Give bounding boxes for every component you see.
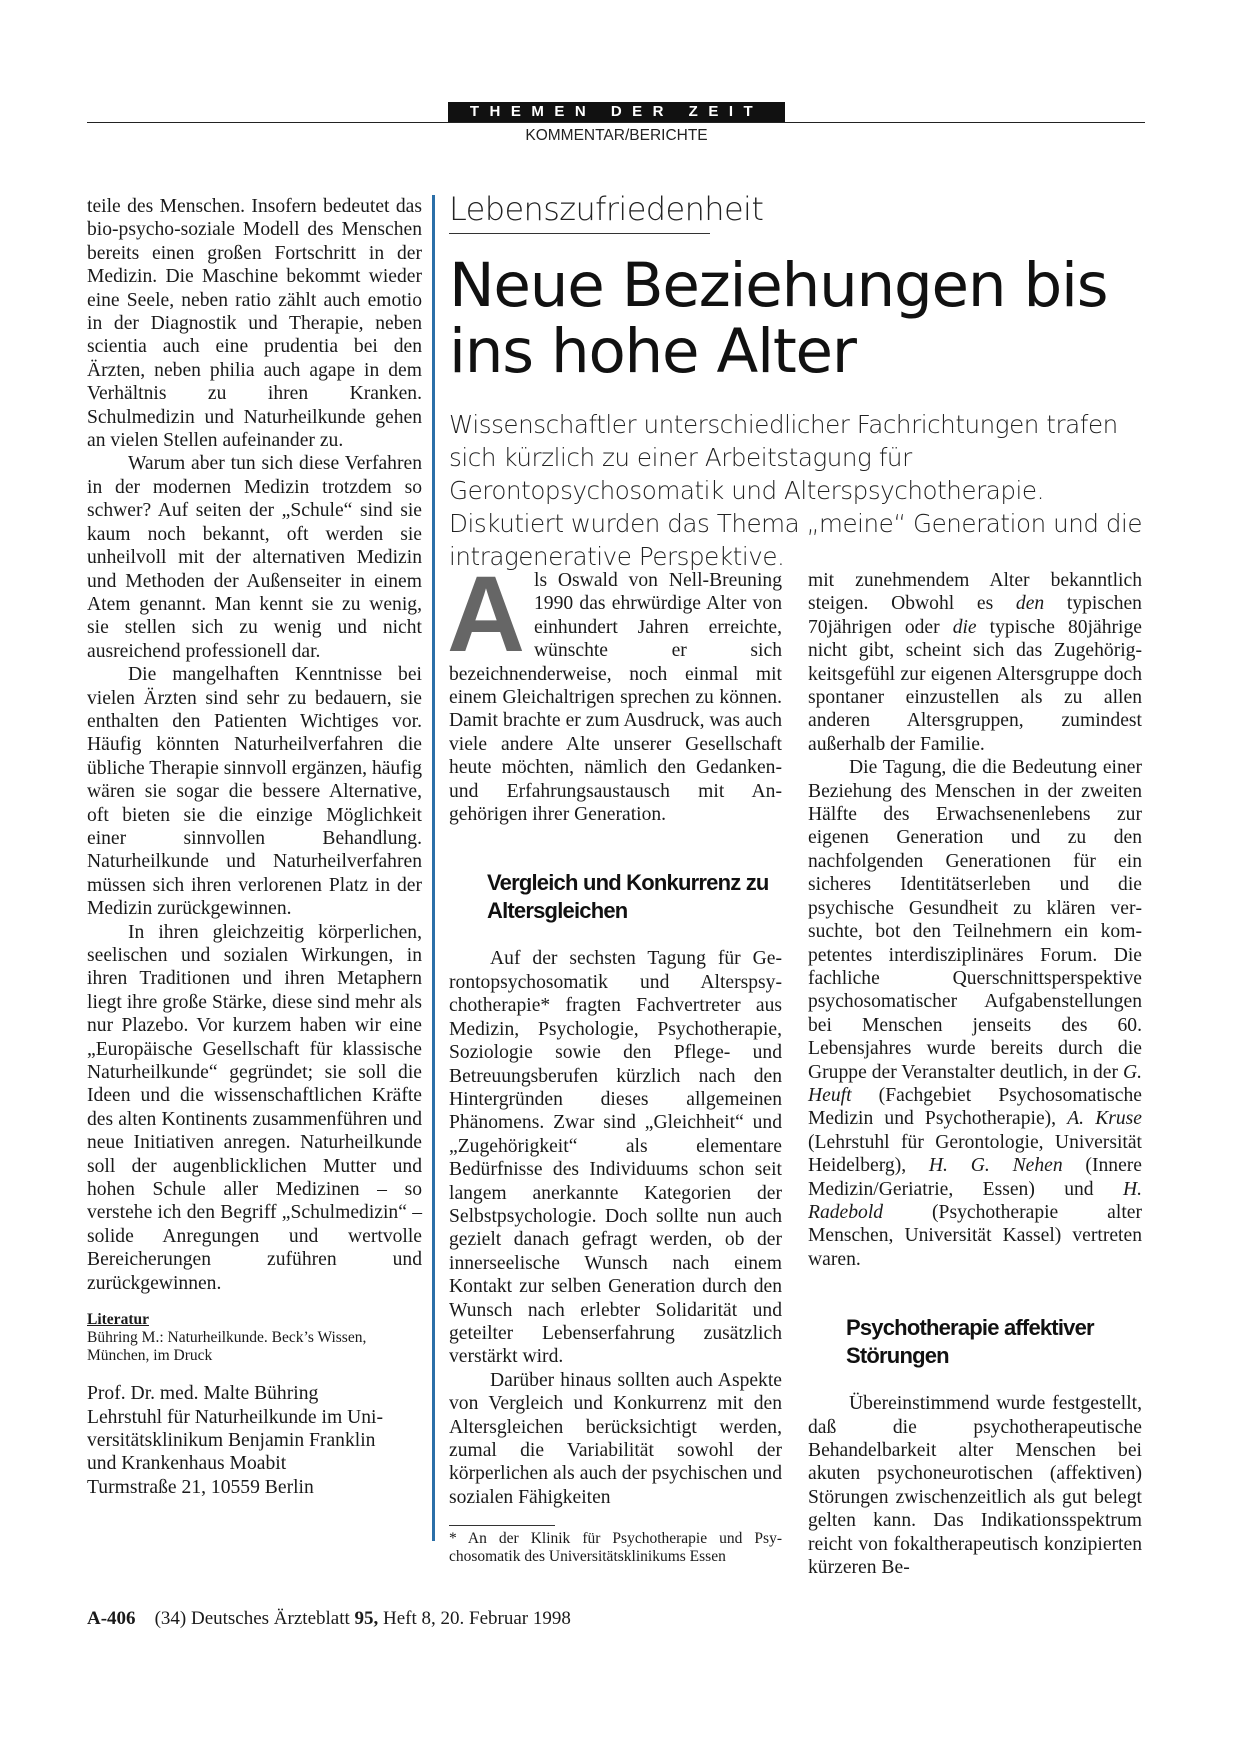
article-paragraph: Auf der sechsten Tagung für Gerontopsychosomatik und Alterspsychotherapie* fragten Fachvertreter aus Medizin, Psychologie, Psychotherapie, Soziologie sowie den Pflege- und Betreuungsberufen kürzlich nach den Hintergründen dieses allgemeinen Phänomens. Zwar sind „Gleichheit“ und „Zugehörigkeit“ als elementare Bedürfnisse des Individuums schon seit langem anerkannte Kategorien der Selbstpsychologie. Doch sollte nun auch gezielt danach gefragt werden, ob der innerseelische Wunsch nach einem Kontakt zur selben Generation durch den Wunsch nach erlebter Solidarität und geteilter Lebenserfahrung zusätzlich verstärkt wird. [449, 948, 782, 1368]
header-rule [87, 122, 1145, 123]
left-paragraph: Die mangelhaften Kenntnisse bei vielen Ärzten sind sehr zu bedauern, sie enthalten den Patienten Wichtiges vor. Häufig könnten Naturheilverfahren die übliche Therapie sinnvoll ergänzen, häufig wären sie sogar die bessere Alternative, oft bieten sie die einzige Möglichkeit einer sinnvollen Behandlung. Naturheilkunde und Naturheilverfahren müssen sich ihren verlorenen Platz in der Medizin zurückgewinnen. [87, 664, 422, 920]
emphasis: die [952, 616, 977, 638]
person-name: A. Kruse [1067, 1108, 1143, 1130]
left-column [87, 195, 422, 1499]
literature-reference: Bühring M.: Naturheilkunde. Beck’s Wissen, München, im Druck [87, 1329, 367, 1364]
subheading: Psychotherapie affektiver Störungen [846, 1315, 1094, 1369]
drop-cap: A [447, 553, 525, 674]
article-kicker: Lebenszufriedenheit [449, 190, 764, 228]
article-paragraph [808, 569, 1142, 756]
text-run: (Innere Medizin/Geriatrie, Essen) und [808, 1155, 1142, 1200]
author-line: und Krankenhaus Moabit [87, 1453, 287, 1475]
literature-heading: Literatur [87, 1311, 149, 1329]
text-run: (Lehrstuhl für Gerontologie, Universität Heidelberg), [808, 1131, 1142, 1177]
subsection-label: KOMMENTAR/BERICHTE [525, 127, 708, 144]
journal-name: (34) Deutsches Ärzteblatt [154, 1608, 350, 1629]
text-run: typische 80jährige nicht gibt, scheint sich das Zugehörigkeitsgefühl zur eigenen Altersgruppe doch spontaner einzustellen als zu allen anderen Altersgruppen, zumindest außerhalb der Familie. [808, 616, 1142, 755]
text-run: mit zunehmendem Alter bekanntlich steigen. Obwohl es [808, 570, 1142, 615]
page-code: A-406 [87, 1608, 136, 1629]
text-run: typischen 70jährigen oder [808, 593, 1142, 638]
article-column-2 [808, 569, 1142, 1579]
author-line: Lehrstuhl für Naturheilkunde im Universitätsklinikum Benjamin Franklin [87, 1406, 384, 1451]
person-name: G. Heuft [808, 1061, 1142, 1106]
author-address [87, 1382, 422, 1499]
journal-issue: Heft 8, 20. Februar 1998 [383, 1608, 571, 1629]
section-banner: THEMEN DER ZEIT [448, 102, 785, 122]
article-title: Neue Beziehungen bis ins hohe Alter [449, 250, 1108, 387]
text-run: (Psychotherapie alter Menschen, Universität Kassel) vertreten waren. [808, 1201, 1142, 1270]
kicker-rule [449, 233, 710, 234]
opening-text: ls Oswald von Nell-Breuning 1990 das ehrwürdige Alter von einhundert Jahren erreichte, wünschte er sich bezeichnenderweise, noch einmal mit einem Gleichaltrigen sprechen zu können. Damit brachte er zum Ausdruck, was auch viele andere Alte unserer Gesellschaft heute möchten, nämlich den Gedanken- und Erfahrungsaustausch mit Angehörigen ihrer Generation. [449, 570, 782, 826]
footnote: * An der Klinik für Psychotherapie und Psychosomatik des Universitätsklinikums Essen [449, 1530, 782, 1565]
page-footer [87, 1608, 571, 1630]
article-paragraph [808, 756, 1142, 1271]
article-paragraph: Übereinstimmend wurde festgestellt, daß die psychotherapeutische Behandelbarkeit alter Menschen bei akuten psychoneurotischen (affektiven) Störungen zwischenzeitlich als gut belegt gelten kann. Das Indikationsspektrum reicht von fokaltherapeutisch konzipierten kürzeren Be- [808, 1393, 1142, 1579]
author-line: Prof. Dr. med. Malte Bühring [87, 1383, 319, 1405]
person-name: H. G. Nehen [928, 1155, 1063, 1177]
subheading: Vergleich und Konkurrenz zu Altersgleichen [487, 870, 769, 924]
footnote-rule [449, 1525, 555, 1526]
person-name: H. Radebold [808, 1178, 1142, 1223]
text-run: (Fachgebiet Psychosomatische Medizin und Psychotherapie), [808, 1084, 1142, 1130]
column-divider [432, 195, 435, 1541]
left-paragraph: teile des Menschen. Insofern bedeutet das bio-psycho-soziale Modell des Menschen bereits einen großen Fortschritt in der Medizin. Die Maschine bekommt wieder eine Seele, neben ratio zählt auch emotio in der Diagnostik und Therapie, neben scientia auch eine prudentia bei den Ärzten, neben philia auch agape in dem Verhältnis zu ihren Kranken. Schulmedizin und Naturheilkunde gehen an vielen Stellen aufeinander zu. [87, 196, 422, 452]
article-paragraph: Darüber hinaus sollten auch Aspekte von Vergleich und Konkurrenz mit den Altersgleichen berücksichtigt werden, zumal die Variabilität sowohl der körperlichen als auch der psychischen und sozialen Fähigkeiten [449, 1369, 782, 1508]
journal-volume: 95, [354, 1608, 379, 1629]
left-paragraph: In ihren gleichzeitig körperlichen, seelischen und sozialen Wirkungen, in ihren Traditionen und ihren Metaphern liegt ihre große Stärke, diese sind mehr als nur Plazebo. Vor kurzem haben wir eine „Europäische Gesellschaft für klassische Naturheilkunde“ gegründet; sie soll die Ideen und die wissenschaftlichen Kräfte des alten Kontinents zusammenführen und neue Initiativen anregen. Naturheilkunde soll der augenblicklichen Mutter und hohen Schule aller Medizinen – so verstehe ich den Begriff „Schulmedizin“ – solide Anregungen und wertvolle Bereicherungen zuführen und zurückgewinnen. [87, 921, 422, 1294]
opening-paragraph [447, 553, 782, 826]
emphasis: den [1015, 593, 1045, 615]
text-run: Die Tagung, die die Bedeutung einer Beziehung des Menschen in der zweiten Hälfte des Erwachsenenlebens zur eigenen Generation und zu den nachfolgenden Generationen für ein sicheres Identitätserleben und die psychische Gesundheit zu klären versuchte, bot den Teilnehmern ein kompetentes interdisziplinäres Forum. Die fachliche Querschnittsperspektive psychosomatischer Aufgabenstellungen bei Menschen jenseits des 60. Lebensjahres wurde bereits durch die Gruppe der Veranstalter deutlich, in der [808, 757, 1142, 1083]
article-column-1 [447, 553, 782, 1509]
author-line: Turmstraße 21, 10559 Berlin [87, 1476, 314, 1498]
article-lead: Wissenschaftler unterschiedlicher Fachrichtungen trafen sich kürzlich zu einer Arbeitstagung für Gerontopsychosomatik und Alterspsychotherapie. Diskutiert wurden das Thema „meine“ Generation und die intragenerative Perspektive. [449, 410, 1143, 571]
left-paragraph: Warum aber tun sich diese Verfahren in der modernen Medizin trotzdem so schwer? Auf seiten der „Schule“ sind sie kaum noch bekannt, oft werden sie unheilvoll mit der alternativen Medizin und Methoden der Außenseiter in einem Atem genannt. Man kennt sie zu wenig, sie stellen sich zu wenig und nicht ausreichend professionell dar. [87, 453, 422, 662]
